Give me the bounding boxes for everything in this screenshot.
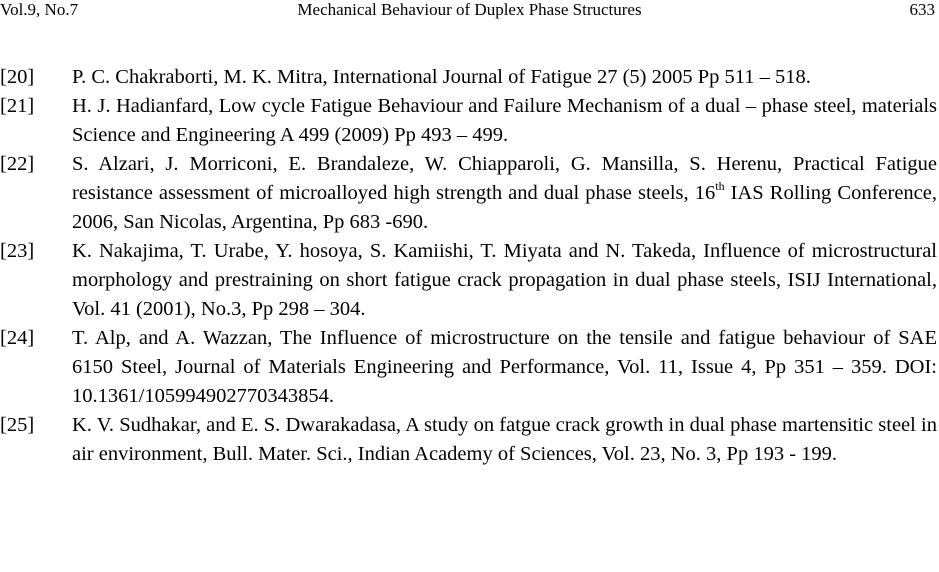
reference-number: [23] bbox=[0, 240, 35, 262]
reference-text-part: IAS Rolling Conference, 2006, San Nicolas, Argentina, Pp 683 -690. bbox=[72, 182, 937, 233]
reference-text: T. Alp, and A. Wazzan, The Influence of microstructure on the tensile and fatigue behaviour of SAE 6150 Steel, Journal of Materials Engineering and Performance, Vol. 11, Issue 4, Pp 351 – 359. DOI: 10.1361/105994902770343854. bbox=[72, 327, 937, 407]
reference-text: H. J. Hadianfard, Low cycle Fatigue Behaviour and Failure Mechanism of a dual – phase steel, materials Science and Engineering A 499 (2009) Pp 493 – 499. bbox=[72, 95, 937, 146]
reference-number: [21] bbox=[0, 95, 35, 117]
ordinal-superscript: th bbox=[715, 179, 725, 193]
page-header bbox=[0, 0, 939, 22]
reference-number: [24] bbox=[0, 327, 35, 349]
reference-item bbox=[0, 150, 937, 237]
journal-volume: Vol.9, No.7 bbox=[0, 0, 79, 19]
reference-item bbox=[0, 92, 937, 150]
reference-number: [25] bbox=[0, 414, 35, 436]
reference-text bbox=[72, 153, 937, 233]
reference-text: K. Nakajima, T. Urabe, Y. hosoya, S. Kamiishi, T. Miyata and N. Takeda, Influence of microstructural morphology and prestraining on short fatigue crack propagation in dual phase steels, ISIJ International, Vol. 41 (2001), No.3, Pp 298 – 304. bbox=[72, 240, 937, 320]
running-title: Mechanical Behaviour of Duplex Phase Structures bbox=[297, 0, 642, 19]
reference-item bbox=[0, 324, 937, 411]
reference-item bbox=[0, 63, 937, 92]
page-number: 633 bbox=[909, 0, 935, 19]
reference-item bbox=[0, 411, 937, 469]
reference-number: [20] bbox=[0, 66, 35, 88]
reference-text: K. V. Sudhakar, and E. S. Dwarakadasa, A study on fatgue crack growth in dual phase martensitic steel in air environment, Bull. Mater. Sci., Indian Academy of Sciences, Vol. 23, No. 3, Pp 193 - 199. bbox=[72, 414, 937, 465]
reference-list bbox=[0, 63, 937, 469]
reference-item bbox=[0, 237, 937, 324]
reference-text: P. C. Chakraborti, M. K. Mitra, International Journal of Fatigue 27 (5) 2005 Pp 511 – 518. bbox=[72, 66, 811, 88]
reference-text-part: S. Alzari, J. Morriconi, E. Brandaleze, W. Chiapparoli, G. Mansilla, S. Herenu, Practical Fatigue resistance assessment of microalloyed high strength and dual phase steels, 16 bbox=[72, 153, 937, 204]
reference-number: [22] bbox=[0, 153, 35, 175]
